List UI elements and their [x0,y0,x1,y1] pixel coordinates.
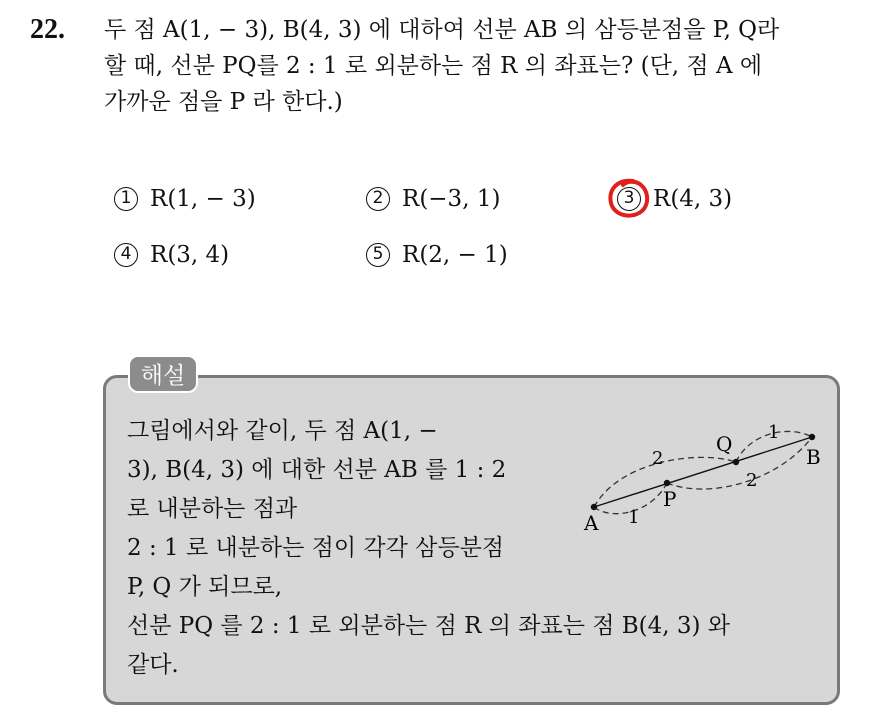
solution-line: P, Q 가 되므로, [127,574,283,600]
solution-line: 3), B(4, 3) 에 대한 선분 AB 를 1 : 2 [127,457,507,483]
answer-circle-mark [605,176,655,222]
solution-line: 선분 PQ 를 2 : 1 로 외분하는 점 R 의 좌표는 점 B(4, 3) 와 [127,613,731,639]
choice-number: 5 [366,243,390,267]
label-2-upper: 2 [652,448,664,469]
solution-line: 2 : 1 로 내분하는 점이 각각 삼등분점 [127,535,505,561]
choice-text: R(−3, 1) [402,186,501,212]
question-text [104,12,864,120]
point-a [591,504,597,510]
segment-ab [594,437,812,507]
choice-number: 4 [114,243,138,267]
question-line: 가까운 점을 P 라 한다.) [104,89,343,115]
question-line: 두 점 A(1, − 3), B(4, 3) 에 대하여 선분 AB 의 삼등분점을 P, Q라 [104,17,780,43]
choice-text: R(1, − 3) [150,186,256,212]
point-q [733,459,739,465]
choice-5[interactable] [366,242,508,268]
label-p: P [663,487,677,511]
choice-1[interactable] [114,186,256,212]
label-1-lower: 1 [628,507,640,528]
choice-text: R(3, 4) [150,242,230,268]
question-number: 22. [30,14,65,45]
point-b [809,434,815,440]
label-b: B [806,445,821,469]
segment-diagram [580,420,830,535]
solution-line: 그림에서와 같이, 두 점 A(1, − [127,418,438,444]
point-p [664,480,670,486]
solution-line: 로 내분하는 점과 [127,496,298,522]
label-a: A [584,511,599,535]
question-line: 할 때, 선분 PQ를 2 : 1 로 외분하는 점 R 의 좌표는? (단, 점 A 에 [104,53,763,79]
choice-number: 2 [366,187,390,211]
choice-text: R(2, − 1) [402,242,508,268]
solution-line: 같다. [127,652,179,678]
solution-tag: 해설 [128,355,198,393]
choice-number: 1 [114,187,138,211]
label-2-lower: 2 [746,470,758,491]
choice-number: 3 [617,187,641,211]
choice-text: R(4, 3) [653,186,733,212]
label-q: Q [716,432,733,456]
choice-2[interactable] [366,186,500,212]
arc-p-b [667,437,812,489]
choice-4[interactable] [114,242,229,268]
label-1-upper: 1 [768,422,780,443]
